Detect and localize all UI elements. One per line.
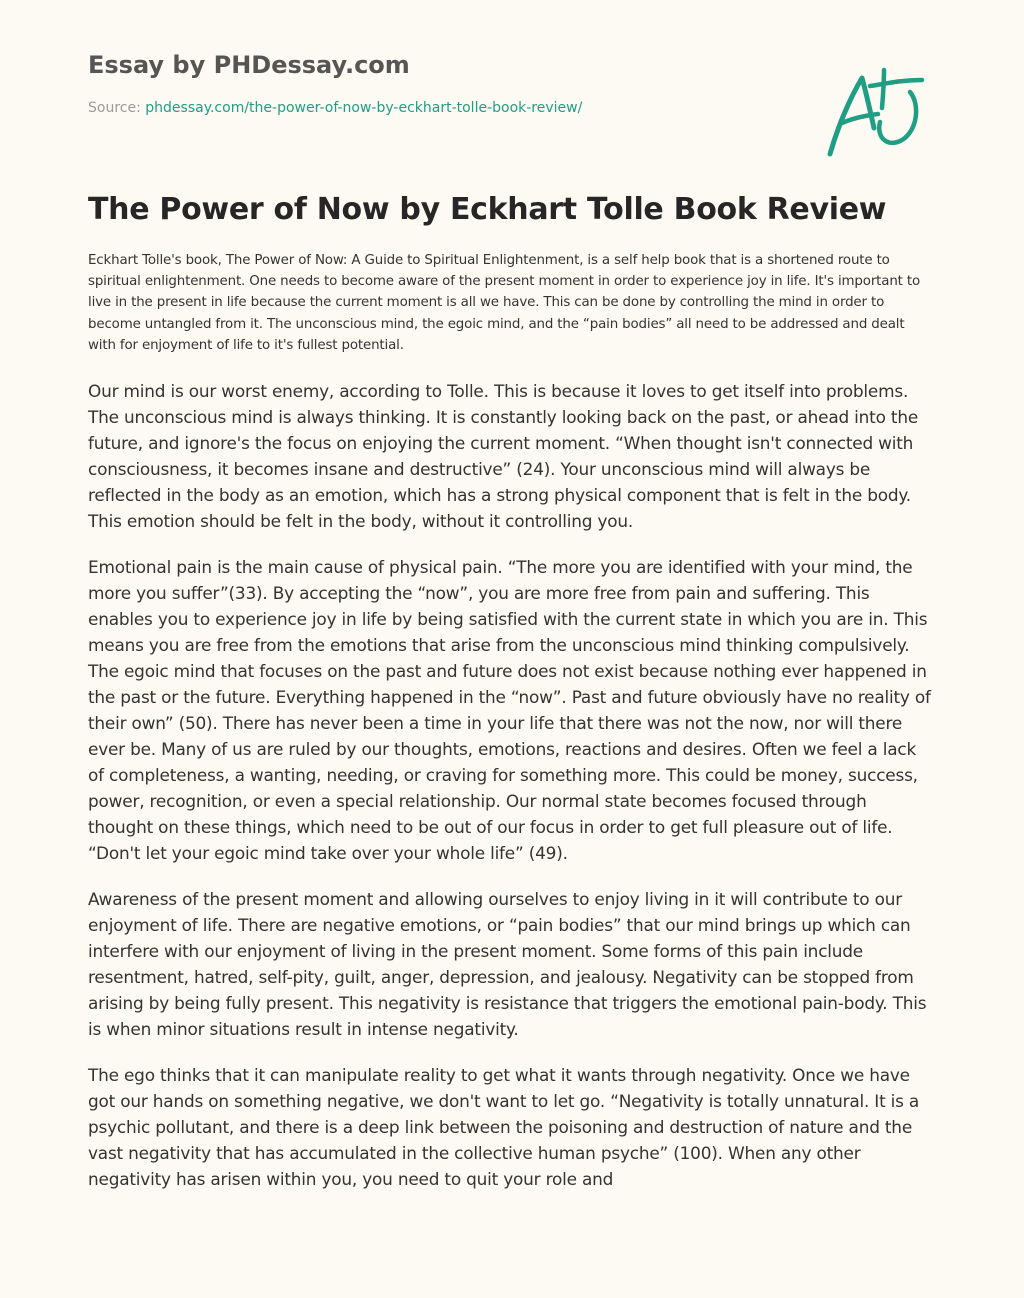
site-title: Essay by PHDessay.com: [88, 51, 410, 79]
essay-title: The Power of Now by Eckhart Tolle Book Review: [88, 192, 887, 227]
source-line: [88, 98, 788, 118]
page-header: [88, 48, 788, 118]
essay-paragraph: Our mind is our worst enemy, according to Tolle. This is because it loves to get itself into problems. The unconscious mind is always thinking. It is constantly looking back on the past, or ahead into the future, and ignore's the focus on enjoying the current moment. “When thought isn't connected with consciousness, it becomes insane and destructive” (24). Your unconscious mind will always be reflected in the body as an emotion, which has a strong physical component that is felt in the body. This emotion should be felt in the body, without it controlling you.: [88, 381, 919, 532]
essay-paragraph: The ego thinks that it can manipulate reality to get what it wants through negativity. Once we have got our hands on something negative, we don't want to let go. “Negativity is totally unnatural. It is a psychic pollutant, and there is a deep link between the poisoning and destruction of nature and the vast negativity that has accumulated in the collective human psyche” (100). When any other negativity has arisen within you, you need to quit your role and: [88, 1065, 920, 1190]
source-link[interactable]: phdessay.com/the-power-of-now-by-eckhart-tolle-book-review/: [145, 100, 583, 116]
essay-abstract: Eckhart Tolle's book, The Power of Now: A Guide to Spiritual Enlightenment, is a self help book that is a shortened route to spiritual enlightenment. One needs to become aware of the present moment in order to experience joy in life. It's important to live in the present in life because the current moment is all we have. This can be done by controlling the mind in order to become untangled from it. The unconscious mind, the egoic mind, and the “pain bodies” all need to be addressed and dealt with for enjoyment of life to it's fullest potential.: [88, 253, 921, 353]
source-label: Source:: [88, 100, 146, 116]
essay-content: [88, 188, 936, 1192]
essay-paragraph: Emotional pain is the main cause of physical pain. “The more you are identified with your mind, the more you suffer”(33). By accepting the “now”, you are more free from pain and suffering. This enables you to experience joy in life by being satisfied with the current state in which you are in. This means you are free from the emotions that arise from the unconscious mind thinking compulsively. The egoic mind that focuses on the past and future does not exist because nothing ever happened in the past or the future. Everything happened in the “now”. Past and future obviously have no reality of their own” (50). There has never been a time in your life that there was not the now, nor will there ever be. Many of us are ruled by our thoughts, emotions, reactions and desires. Often we feel a lack of completeness, a wanting, needing, or craving for something more. This could be money, success, power, recognition, or even a special relationship. Our normal state becomes focused through thought on these things, which need to be out of our focus in order to get full pleasure out of life. “Don't let your egoic mind take over your whole life” (49).: [88, 557, 931, 864]
a-plus-grade-icon: [822, 64, 930, 160]
essay-paragraph: Awareness of the present moment and allowing ourselves to enjoy living in it will contribute to our enjoyment of life. There are negative emotions, or “pain bodies” that our mind brings up which can interfere with our enjoyment of living in the present moment. Some forms of this pain include resentment, hatred, self-pity, guilt, anger, depression, and jealousy. Negativity can be stopped from arising by being fully present. This negativity is resistance that triggers the emotional pain-body. This is when minor situations result in intense negativity.: [88, 889, 927, 1040]
